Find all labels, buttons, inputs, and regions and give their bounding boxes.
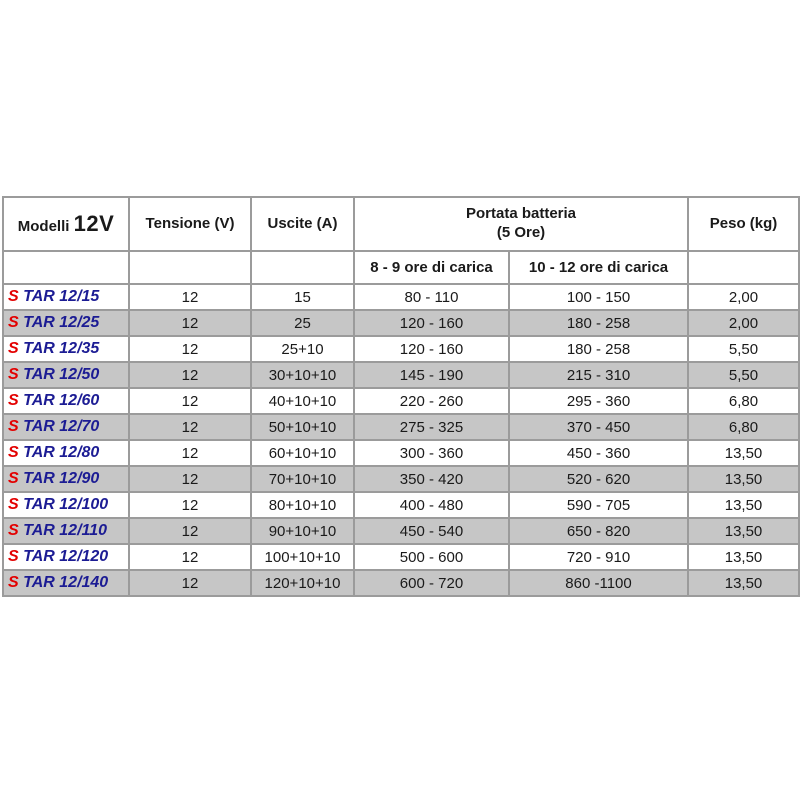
table-row — [3, 492, 799, 518]
header-modelli-voltage: 12V — [73, 211, 115, 237]
header-empty-tensione — [129, 251, 251, 284]
header-row-sub — [3, 251, 799, 284]
spec-table — [2, 196, 800, 597]
cell-uscite: 40+10+10 — [251, 388, 354, 414]
header-portata-line1: Portata batteria — [465, 205, 577, 223]
model-prefix: S — [8, 392, 19, 409]
cell-carica-8-9: 350 - 420 — [354, 466, 509, 492]
table-row — [3, 336, 799, 362]
cell-tensione: 12 — [129, 362, 251, 388]
cell-tensione: 12 — [129, 414, 251, 440]
table-row — [3, 518, 799, 544]
header-row-main — [3, 197, 799, 251]
model-name: TAR 12/35 — [23, 340, 100, 357]
cell-peso: 6,80 — [688, 388, 799, 414]
cell-carica-10-12: 370 - 450 — [509, 414, 688, 440]
cell-carica-8-9: 120 - 160 — [354, 336, 509, 362]
cell-carica-8-9: 80 - 110 — [354, 284, 509, 310]
cell-peso: 13,50 — [688, 492, 799, 518]
cell-carica-8-9: 600 - 720 — [354, 570, 509, 596]
cell-carica-10-12: 590 - 705 — [509, 492, 688, 518]
header-peso: Peso (kg) — [688, 197, 799, 251]
cell-carica-10-12: 180 - 258 — [509, 336, 688, 362]
model-cell — [3, 310, 129, 336]
model-name: TAR 12/15 — [23, 288, 100, 305]
header-empty-uscite — [251, 251, 354, 284]
cell-carica-10-12: 295 - 360 — [509, 388, 688, 414]
cell-uscite: 25 — [251, 310, 354, 336]
cell-uscite: 100+10+10 — [251, 544, 354, 570]
model-name: TAR 12/110 — [23, 522, 108, 539]
cell-peso: 2,00 — [688, 284, 799, 310]
model-cell — [3, 544, 129, 570]
table-row — [3, 362, 799, 388]
cell-uscite: 30+10+10 — [251, 362, 354, 388]
cell-carica-8-9: 500 - 600 — [354, 544, 509, 570]
table-row — [3, 310, 799, 336]
cell-uscite: 120+10+10 — [251, 570, 354, 596]
model-cell — [3, 388, 129, 414]
model-name: TAR 12/90 — [23, 470, 100, 487]
cell-carica-10-12: 860 -1100 — [509, 570, 688, 596]
table-row — [3, 570, 799, 596]
header-portata-line2: (5 Ore) — [496, 224, 546, 241]
model-prefix: S — [8, 548, 19, 565]
model-cell — [3, 466, 129, 492]
cell-uscite: 60+10+10 — [251, 440, 354, 466]
model-name: TAR 12/140 — [23, 574, 109, 591]
table-row — [3, 466, 799, 492]
cell-uscite: 80+10+10 — [251, 492, 354, 518]
cell-peso: 2,00 — [688, 310, 799, 336]
model-prefix: S — [8, 288, 19, 305]
cell-peso: 13,50 — [688, 570, 799, 596]
cell-tensione: 12 — [129, 518, 251, 544]
model-name: TAR 12/80 — [23, 444, 100, 461]
cell-tensione: 12 — [129, 336, 251, 362]
model-name: TAR 12/70 — [23, 418, 100, 435]
cell-carica-10-12: 650 - 820 — [509, 518, 688, 544]
cell-peso: 13,50 — [688, 466, 799, 492]
cell-carica-8-9: 145 - 190 — [354, 362, 509, 388]
table-row — [3, 544, 799, 570]
model-prefix: S — [8, 366, 19, 383]
header-modelli — [3, 197, 129, 251]
cell-peso: 5,50 — [688, 336, 799, 362]
cell-tensione: 12 — [129, 284, 251, 310]
model-name: TAR 12/100 — [23, 496, 109, 513]
cell-tensione: 12 — [129, 466, 251, 492]
cell-carica-10-12: 520 - 620 — [509, 466, 688, 492]
cell-uscite: 50+10+10 — [251, 414, 354, 440]
model-cell — [3, 336, 129, 362]
model-prefix: S — [8, 522, 19, 539]
cell-peso: 13,50 — [688, 544, 799, 570]
model-cell — [3, 284, 129, 310]
cell-peso: 6,80 — [688, 414, 799, 440]
model-prefix: S — [8, 444, 19, 461]
model-name: TAR 12/25 — [23, 314, 100, 331]
cell-peso: 5,50 — [688, 362, 799, 388]
model-cell — [3, 440, 129, 466]
table-row — [3, 414, 799, 440]
model-cell — [3, 492, 129, 518]
cell-carica-10-12: 215 - 310 — [509, 362, 688, 388]
cell-carica-10-12: 180 - 258 — [509, 310, 688, 336]
cell-tensione: 12 — [129, 570, 251, 596]
cell-carica-10-12: 450 - 360 — [509, 440, 688, 466]
cell-peso: 13,50 — [688, 440, 799, 466]
header-carica-8-9: 8 - 9 ore di carica — [354, 251, 509, 284]
header-empty-modelli — [3, 251, 129, 284]
cell-carica-10-12: 100 - 150 — [509, 284, 688, 310]
cell-carica-10-12: 720 - 910 — [509, 544, 688, 570]
header-carica-10-12: 10 - 12 ore di carica — [509, 251, 688, 284]
model-name: TAR 12/60 — [23, 392, 100, 409]
header-empty-peso — [688, 251, 799, 284]
cell-carica-8-9: 300 - 360 — [354, 440, 509, 466]
model-prefix: S — [8, 574, 19, 591]
model-prefix: S — [8, 314, 19, 331]
cell-carica-8-9: 400 - 480 — [354, 492, 509, 518]
model-prefix: S — [8, 470, 19, 487]
cell-uscite: 90+10+10 — [251, 518, 354, 544]
header-tensione: Tensione (V) — [129, 197, 251, 251]
model-name: TAR 12/120 — [23, 548, 109, 565]
model-cell — [3, 570, 129, 596]
cell-carica-8-9: 220 - 260 — [354, 388, 509, 414]
table-row — [3, 388, 799, 414]
header-portata — [354, 197, 688, 251]
cell-tensione: 12 — [129, 310, 251, 336]
model-cell — [3, 414, 129, 440]
header-uscite: Uscite (A) — [251, 197, 354, 251]
model-name: TAR 12/50 — [23, 366, 100, 383]
model-cell — [3, 518, 129, 544]
model-prefix: S — [8, 418, 19, 435]
cell-carica-8-9: 120 - 160 — [354, 310, 509, 336]
cell-uscite: 70+10+10 — [251, 466, 354, 492]
table-row — [3, 440, 799, 466]
cell-peso: 13,50 — [688, 518, 799, 544]
model-prefix: S — [8, 340, 19, 357]
cell-uscite: 25+10 — [251, 336, 354, 362]
cell-carica-8-9: 275 - 325 — [354, 414, 509, 440]
model-cell — [3, 362, 129, 388]
cell-uscite: 15 — [251, 284, 354, 310]
table-row — [3, 284, 799, 310]
model-prefix: S — [8, 496, 19, 513]
cell-tensione: 12 — [129, 492, 251, 518]
header-modelli-label: Modelli — [17, 218, 70, 236]
cell-tensione: 12 — [129, 388, 251, 414]
table-body — [3, 284, 799, 596]
cell-tensione: 12 — [129, 544, 251, 570]
cell-carica-8-9: 450 - 540 — [354, 518, 509, 544]
cell-tensione: 12 — [129, 440, 251, 466]
